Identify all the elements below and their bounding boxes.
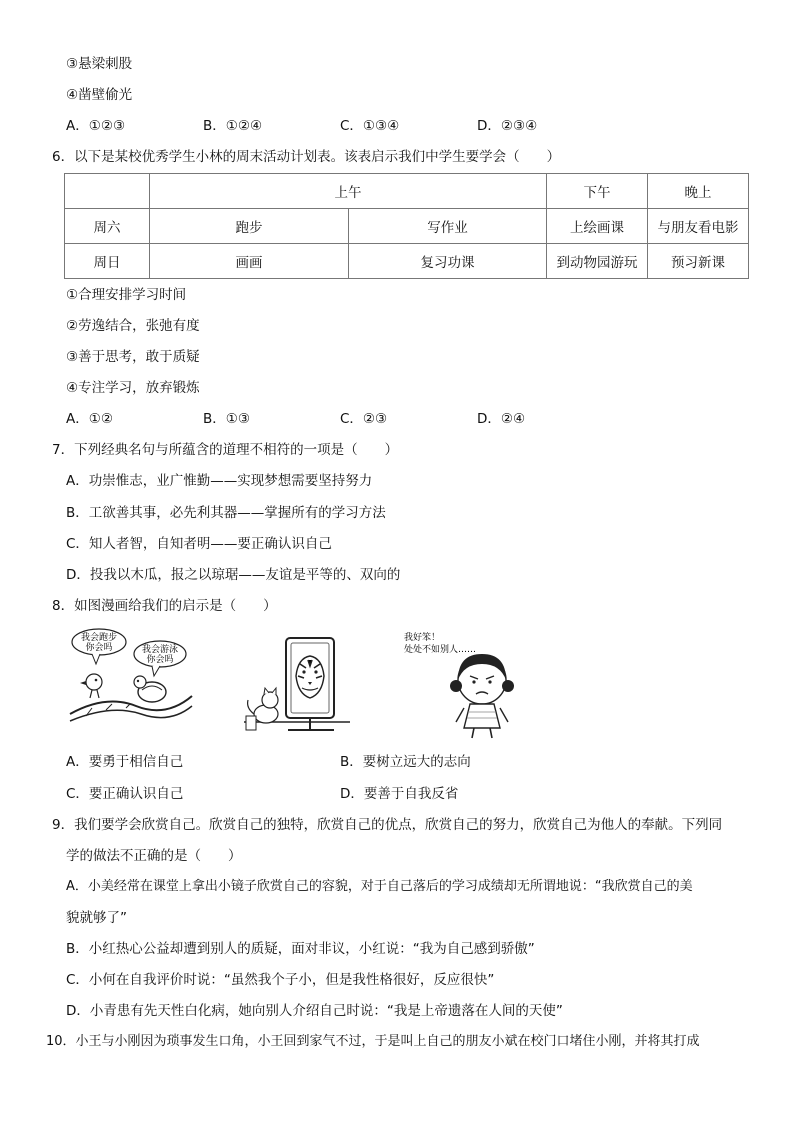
table-header-cell: 上午 <box>150 174 547 209</box>
table-cell: 周日 <box>65 244 150 279</box>
q8-option-b[interactable]: B．要树立远大的志向 <box>340 754 471 770</box>
q6-option-b[interactable]: B．①③ <box>203 411 250 427</box>
q6-stem: 6．以下是某校优秀学生小林的周末活动计划表。该表启示我们中学生要学会（ ） <box>52 149 561 165</box>
table-header-cell: 晚上 <box>648 174 749 209</box>
table-cell: 周六 <box>65 209 150 244</box>
cartoon1-bubble1-line1: 我会跑步 <box>80 633 118 643</box>
q8-options-row2 <box>66 784 746 804</box>
q9-option-d[interactable]: D．小青患有先天性白化病，她向别人介绍自己时说：“我是上帝遗落在人间的天使” <box>66 1003 563 1019</box>
q9-option-b[interactable]: B．小红热心公益却遭到别人的质疑，面对非议，小红说：“我为自己感到骄傲” <box>66 941 535 957</box>
cartoon1-bubble1-line2: 你会吗 <box>85 643 113 653</box>
table-cell: 预习新课 <box>648 244 749 279</box>
q9-option-c[interactable]: C．小何在自我评价时说：“虽然我个子小，但是我性格很好，反应很快” <box>66 972 495 988</box>
table-cell: 写作业 <box>349 209 547 244</box>
q7-option-d[interactable]: D．投我以木瓜，报之以琼琚——友谊是平等的、双向的 <box>66 567 401 583</box>
q9-option-a-line1[interactable]: A．小美经常在课堂上拿出小镜子欣赏自己的容貌，对于自己落后的学习成绩却无所谓地说：“我欣赏自己的美 <box>66 879 693 894</box>
q5-item-4: ④凿壁偷光 <box>66 87 133 103</box>
q5-option-a[interactable]: A．①②③ <box>66 118 126 134</box>
q6-item-1: ①合理安排学习时间 <box>66 287 187 303</box>
q5-item-3: ③悬梁刺股 <box>66 56 133 72</box>
table-row <box>65 209 749 244</box>
q5-options <box>66 116 746 136</box>
q6-item-2: ②劳逸结合，张弛有度 <box>66 318 200 334</box>
table-header-cell <box>65 174 150 209</box>
table-row <box>65 244 749 279</box>
q6-option-c[interactable]: C．②③ <box>340 411 388 427</box>
q5-option-c[interactable]: C．①③④ <box>340 118 400 134</box>
q8-option-c[interactable]: C．要正确认识自己 <box>66 786 184 802</box>
q9-stem-line1: 9．我们要学会欣赏自己。欣赏自己的独特，欣赏自己的优点，欣赏自己的努力，欣赏自己为他人的奉献。下列同 <box>52 817 723 833</box>
cartoon1-bubble2-line1: 我会游泳 <box>141 645 179 655</box>
table-cell: 跑步 <box>150 209 349 244</box>
table-header-row <box>65 174 749 209</box>
q6-option-a[interactable]: A．①② <box>66 411 113 427</box>
table-cell: 与朋友看电影 <box>648 209 749 244</box>
table-header-cell: 下午 <box>547 174 648 209</box>
q7-option-a[interactable]: A．功崇惟志，业广惟勤——实现梦想需要坚持努力 <box>66 473 373 489</box>
table-cell: 画画 <box>150 244 349 279</box>
q10-stem-line1: 10．小王与小刚因为琐事发生口角，小王回到家气不过，于是叫上自己的朋友小斌在校门口堵住小刚，并将其打成 <box>46 1034 700 1049</box>
q5-option-d[interactable]: D．②③④ <box>477 118 538 134</box>
cartoon-cat-mirror-tiger <box>238 634 356 740</box>
q6-options <box>66 409 746 429</box>
cartoon1-bubble2-line2: 你会吗 <box>146 655 174 665</box>
q8-option-d[interactable]: D．要善于自我反省 <box>340 786 459 802</box>
table-cell: 上绘画课 <box>547 209 648 244</box>
q8-option-a[interactable]: A．要勇于相信自己 <box>66 754 184 770</box>
cartoon-chick-turtle <box>66 624 196 724</box>
cartoon-sad-girl <box>400 628 530 740</box>
q9-stem-line2: 学的做法不正确的是（ ） <box>66 848 242 864</box>
q7-option-c[interactable]: C．知人者智，自知者明——要正确认识自己 <box>66 536 332 552</box>
q8-options-row1 <box>66 752 746 772</box>
q5-option-b[interactable]: B．①②④ <box>203 118 263 134</box>
q7-option-b[interactable]: B．工欲善其事，必先利其器——掌握所有的学习方法 <box>66 505 386 521</box>
cartoon3-caption-line1: 我好笨！ <box>404 633 441 643</box>
q6-item-4: ④专注学习，放弃锻炼 <box>66 380 200 396</box>
table-cell: 到动物园游玩 <box>547 244 648 279</box>
q8-stem: 8．如图漫画给我们的启示是（ ） <box>52 598 277 614</box>
table-cell: 复习功课 <box>349 244 547 279</box>
q6-option-d[interactable]: D．②④ <box>477 411 526 427</box>
weekend-schedule-table <box>64 173 749 279</box>
q9-option-a-line2: 貌就够了” <box>66 910 127 926</box>
cartoon3-caption-line2: 处处不如别人…… <box>404 645 477 655</box>
q7-stem: 7．下列经典名句与所蕴含的道理不相符的一项是（ ） <box>52 442 399 458</box>
q6-item-3: ③善于思考，敢于质疑 <box>66 349 200 365</box>
